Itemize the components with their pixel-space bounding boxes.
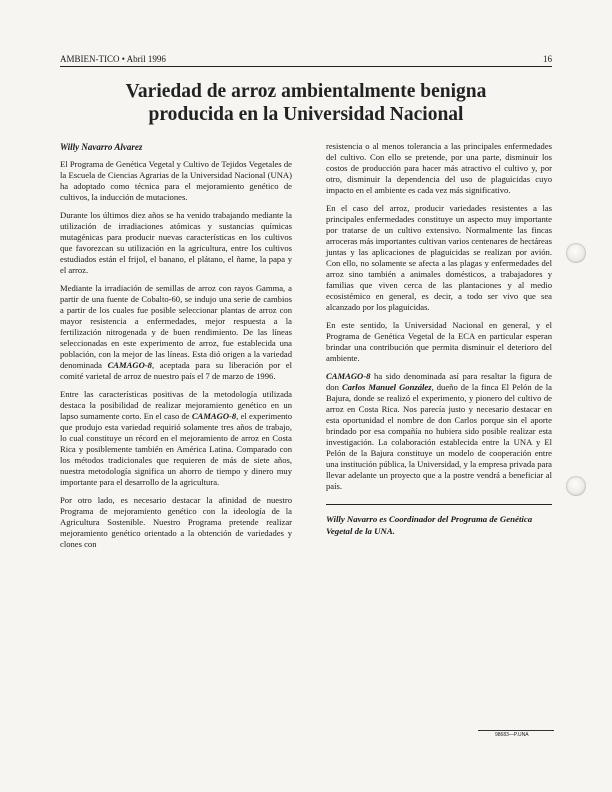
binder-hole-icon	[566, 243, 586, 263]
left-column	[60, 142, 292, 557]
paragraph-text: Entre las características positivas de la metodología utilizada destaca la posibilidad de realizar mejoramiento genético en un lapso sumamente corto. En el caso de	[60, 389, 292, 421]
title-line-2: producida en la Universidad Nacional	[148, 104, 464, 125]
person-name: Carlos Manuel González	[341, 382, 432, 392]
right-column	[326, 141, 552, 537]
paragraph-text: , el experimento que produjo esta variedad requirió solamente tres años de trabajo, lo cual constituye un récord en el mejoramiento de arroz en Costa Rica y posiblemente también en América Latina. Comparado con los métodos tradicionales que requieren de más de siete años, nuestra metodología significa un ahorro de tiempo y dinero muy importante para el desarrollo de la agricultura.	[60, 411, 292, 487]
article-title	[70, 80, 542, 126]
variety-name: CAMAGO-8	[191, 411, 237, 421]
page-number: 16	[543, 54, 552, 64]
divider	[326, 504, 552, 505]
author-byline: Willy Navarro Alvarez	[60, 142, 143, 152]
running-header	[60, 54, 552, 67]
paragraph: resistencia o al menos tolerancia a las principales enfermedades del cultivo. Con ello se pretende, por una parte, disminuir los costos de producción para hacer más atractivo el cultivo y, por otro, disminuir la dependencia del uso de plaguicidas cuyo impacto en el ambiente es cada vez más significativo.	[326, 141, 552, 195]
footer-code: 98683—P.UNA	[495, 732, 529, 738]
paragraph: El Programa de Genética Vegetal y Cultivo de Tejidos Vegetales de la Escuela de Ciencias Agrarias de la Universidad Nacional (UNA) ha adoptado como técnica para el mejoramiento genético de cultivos, la inducción de mutaciones.	[60, 159, 292, 202]
variety-name: CAMAGO-8	[326, 371, 371, 381]
paragraph: Durante los últimos diez años se ha venido trabajando mediante la utilización de irradiaciones atómicas y sustancias químicas mutagénicas para producir nuevas características en los cultivos que favorezcan su utilización en la agricultura, entre los cultivos estudiados están el frijol, el banano, el plátano, el ñame, la papa y el arroz.	[60, 210, 292, 275]
title-line-1: Variedad de arroz ambientalmente benigna	[125, 81, 487, 102]
paragraph-text: ha sido denominada así para resaltar la figura de don	[326, 371, 552, 392]
paragraph-text: Mediante la irradiación de semillas de arroz con rayos Gamma, a partir de una fuente de Cobalto-60, se indujo una serie de cambios a partir de los cuales fue posible seleccionar plantas de arroz con mayor resistencia a enfermedades, mejor respuesta a la fertilización nitrogenada y de buen rendimiento. De las líneas seleccionadas en este experimento de arroz, fue establecida una población, con la mejor de las líneas. Esta dió origen a la variedad denominada	[60, 283, 292, 370]
variety-name: CAMAGO-8	[107, 360, 152, 370]
paragraph	[326, 371, 552, 492]
paragraph: Por otro lado, es necesario destacar la afinidad de nuestro Programa de mejoramiento genético con la ideología de la Agricultura Sostenible. Nuestro Programa pretende realizar mejoramiento genético orientado a la obtención de variedades y clones con	[60, 495, 292, 549]
paragraph-text: , dueño de la finca El Pelón de la Bajura, donde se realizó el experimento, y pionero del cultivo de arroz en Costa Rica. Nos parecía justo y necesario destacar en esta oportunidad el nombre de don Carlos porque sin el aporte brindado por esa compañía no hubiera sido posible realizar esta investigación. La colaboración establecida entre la UNA y El Pelón de la Bajura constituye un modelo de cooperación entre una institución pública, la Universidad, y la empresa privada para llevar adelante un proyecto que a la postre vendrá a beneficiar al país.	[326, 382, 552, 491]
paragraph: En el caso del arroz, producir variedades resistentes a las principales enfermedades constituye un aspecto muy importante por tratarse de un cultivo extensivo. Normalmente las fincas arroceras más importantes cultivan varios centenares de hectáreas juntas y las aplicaciones de plaguicidas se realizan por avión. Con ello, no solamente se afecta a las plagas y enfermedades del arroz sino también a animales domésticos, a trabajadores y familias que viven cerca de las plantaciones y al medio ecosistémico en general, es decir, a todo ser vivo que sea alcanzado por los plaguicidas.	[326, 203, 552, 312]
paragraph: En este sentido, la Universidad Nacional en general, y el Programa de Genética Vegetal de la ECA en particular esperan brindar una contribución que permita disminuir el deterioro del ambiente.	[326, 320, 552, 363]
paragraph	[60, 389, 292, 488]
binder-hole-icon	[566, 476, 586, 496]
paragraph-text: , aceptada para su liberación por el comité varietal de arroz de nuestro país el 7 de marzo de 1996.	[60, 360, 292, 381]
paragraph	[60, 283, 292, 382]
publication-date: AMBIEN-TICO • Abril 1996	[60, 54, 166, 64]
footer-rule	[478, 730, 554, 731]
author-bio: Willy Navarro es Coordinador del Programa de Genética Vegetal de la UNA.	[326, 514, 533, 536]
